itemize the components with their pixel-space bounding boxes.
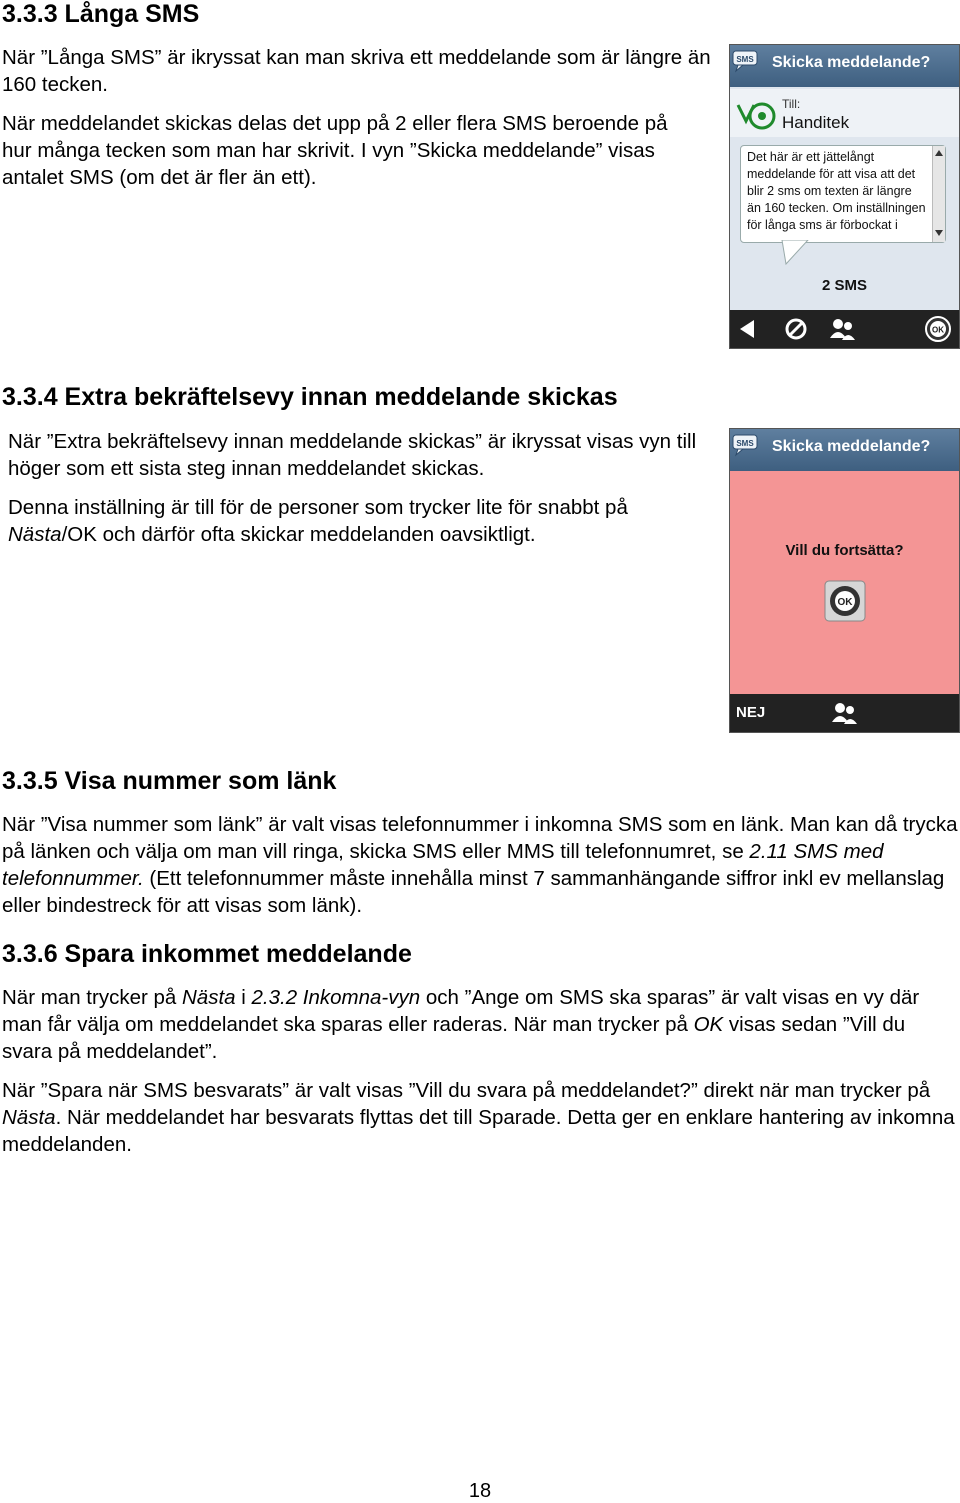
- paragraph-336-2-a: När ”Spara när SMS besvarats” är valt visas ”Vill du svara på meddelandet?” direkt när man trycker på: [2, 1079, 931, 1102]
- sms-logo-icon: [732, 49, 760, 73]
- sms-logo-text: SMS: [736, 439, 754, 448]
- sms-logo-text: SMS: [736, 55, 754, 64]
- ok-button-text: OK: [837, 597, 853, 608]
- bubble-tail-icon: [780, 240, 810, 266]
- screen-toolbar: [730, 694, 959, 732]
- recipient-name[interactable]: Handitek: [782, 113, 850, 132]
- paragraph-333-1: När ”Långa SMS” är ikryssat kan man skriva ett meddelande som är längre än 160 tecken.: [2, 46, 711, 96]
- heading-336: 3.3.6 Spara inkommet meddelande: [2, 940, 412, 968]
- paragraph-336-2-b: . När meddelandet har besvarats flyttas det till Sparade. Detta ger en enklare hantering av inkomna meddelanden.: [2, 1106, 955, 1156]
- paragraph-336-1-c: och ”Ange om SMS ska sparas” är valt visas en vy där man får välja om meddelandet ska sparas eller raderas. När man trycker på: [2, 986, 920, 1036]
- heading-334: 3.3.4 Extra bekräftelsevy innan meddelande skickas: [2, 383, 618, 411]
- screenshot-confirm: [729, 428, 960, 733]
- paragraph-335-ref[interactable]: 2.11 SMS med telefonnummer.: [2, 840, 884, 890]
- cancel-icon[interactable]: [784, 317, 808, 341]
- screen-toolbar: [730, 310, 959, 348]
- paragraph-336-1-i1: Nästa: [182, 986, 236, 1009]
- paragraph-335-a: När ”Visa nummer som länk” är valt visas telefonnummer i inkomna SMS som en länk. Man kan då trycka på länken och välja om man vill ringa, skicka SMS eller MMS till telefonnumret, se: [2, 813, 958, 863]
- paragraph-334-2-italic: Nästa: [8, 523, 62, 546]
- recipient-row: [730, 89, 959, 137]
- paragraph-334-2-post: /OK och därför ofta skickar meddelanden oavsiktligt.: [61, 523, 536, 546]
- screen-title: Skicka meddelande?: [772, 438, 931, 455]
- paragraph-334-2-pre: Denna inställning är till för de personer som trycker lite för snabbt på: [8, 496, 628, 519]
- back-arrow-icon[interactable]: [736, 318, 758, 340]
- scrollbar[interactable]: [932, 146, 945, 242]
- contacts-icon[interactable]: [828, 316, 858, 342]
- message-bubble: [740, 145, 946, 243]
- paragraph-334-2: [8, 494, 720, 548]
- ok-icon-text: OK: [932, 325, 944, 335]
- paragraph-336-2-i: Nästa: [2, 1106, 56, 1129]
- ok-icon[interactable]: [924, 315, 952, 343]
- sms-logo-icon: [732, 433, 760, 457]
- page-number: 18: [468, 1480, 492, 1502]
- recipient-label: Till:: [782, 97, 801, 111]
- ok-button[interactable]: [824, 580, 866, 622]
- paragraph-333-2: När meddelandet skickas delas det upp på 2 eller flera SMS beroende på hur många tecken som man har skrivit. I vyn ”Skicka meddelande” visas antalet SMS (om det är fler än ett).: [2, 112, 668, 189]
- paragraph-334-1: När ”Extra bekräftelsevy innan meddelande skickas” är ikryssat visas vyn till höger som ett sista steg innan meddelandet skickas.: [8, 430, 697, 480]
- paragraph-336-1-d: visas sedan ”Vill du svara på meddelandet”.: [2, 1013, 906, 1063]
- confirm-question: Vill du fortsätta?: [785, 542, 904, 559]
- paragraph-336-1-i2: 2.3.2 Inkomna-vyn: [251, 986, 421, 1009]
- paragraph-336-1-b: i: [235, 986, 252, 1009]
- paragraph-336-1-i3: OK: [693, 1013, 724, 1036]
- screen-header: [730, 45, 959, 87]
- paragraph-336-1-a: När man trycker på: [2, 986, 182, 1009]
- heading-333: 3.3.3 Långa SMS: [2, 0, 200, 28]
- paragraph-335-b: (Ett telefonnummer måste innehålla minst 7 sammanhängande siffror inkl ev mellanslag eller bindestreck för att visas som länk).: [2, 867, 945, 917]
- no-button[interactable]: NEJ: [736, 704, 766, 721]
- paragraph-336-2: [2, 1077, 960, 1158]
- scroll-down-arrow-icon[interactable]: [935, 230, 943, 236]
- screenshot-long-sms: [729, 44, 960, 349]
- screen-header: [730, 429, 959, 471]
- message-text[interactable]: Det här är ett jättelångt meddelande för att visa att det blir 2 sms om texten är längre än 160 tecken. Om inställningen för långa sms är förbockat i: [747, 150, 926, 232]
- contacts-icon[interactable]: [830, 700, 860, 726]
- scroll-up-arrow-icon[interactable]: [935, 150, 943, 156]
- screen-title: Skicka meddelande?: [772, 54, 931, 71]
- paragraph-335: [2, 811, 960, 919]
- sms-count: 2 SMS: [821, 277, 867, 294]
- paragraph-336-1: [2, 984, 960, 1065]
- heading-335: 3.3.5 Visa nummer som länk: [2, 767, 337, 795]
- handitek-logo-icon: [734, 99, 778, 131]
